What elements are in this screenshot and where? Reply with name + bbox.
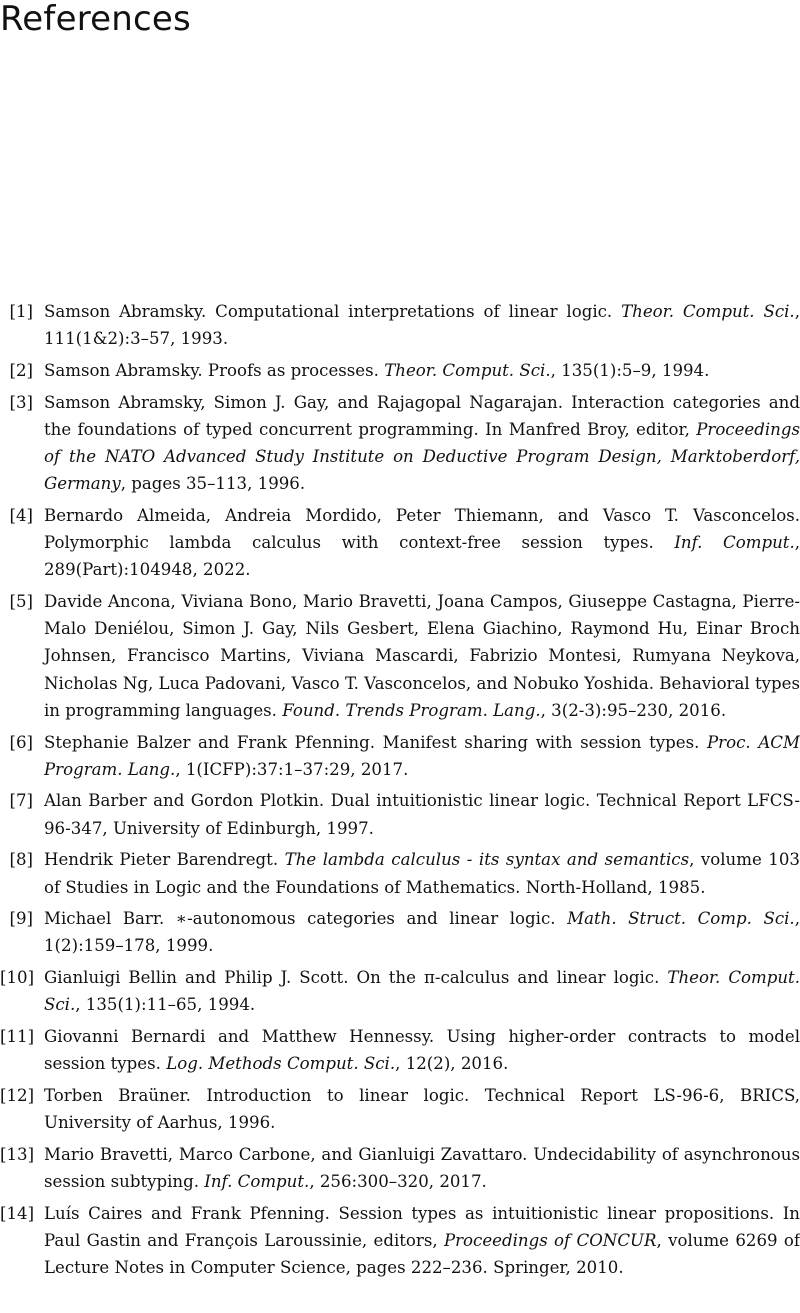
reference-item — [0, 1141, 800, 1195]
reference-venue: Proceedings of the NATO Advanced Study Institute on Deductive Program Design, Marktoberdorf, Germany — [44, 419, 800, 494]
reference-details: , 1(2):159–178, 1999. — [44, 909, 800, 956]
reference-item — [0, 588, 800, 724]
reference-venue: Proceedings of CONCUR — [443, 1231, 657, 1250]
reference-text: Torben Braüner. Introduction to linear logic. Technical Report LS-96-6, BRICS, University of Aarhus, 1996. — [44, 1085, 800, 1133]
reference-number: [11] — [0, 1027, 35, 1047]
reference-item — [0, 787, 800, 841]
reference-item — [0, 1200, 800, 1282]
reference-number: [4] — [9, 505, 33, 525]
reference-venue: Theor. Comput. Sci. — [44, 968, 800, 1015]
reference-number: [12] — [0, 1085, 35, 1105]
reference-text: Mario Bravetti, Marco Carbone, and Gianluigi Zavattaro. Undecidability of asynchronous session subtyping. — [44, 1144, 800, 1192]
reference-list — [0, 298, 800, 1286]
reference-text: Hendrik Pieter Barendregt. — [44, 850, 285, 870]
reference-item — [0, 846, 800, 900]
reference-text: Gianluigi Bellin and Philip J. Scott. On the π-calculus and linear logic. — [44, 968, 668, 988]
reference-text: Davide Ancona, Viviana Bono, Mario Bravetti, Joana Campos, Giuseppe Castagna, Pierre-Malo Deniélou, Simon J. Gay, Nils Gesbert, Elena Giachino, Raymond Hu, Einar Broch Johnsen, Francisco Martins, Viviana Mascardi, Fabrizio Montesi, Rumyana Neykova, Nicholas Ng, Luca Padovani, Vasco T. Vasconcelos, and Nobuko Yoshida. Behavioral types in programming languages. — [44, 592, 800, 720]
reference-number: [7] — [9, 791, 33, 811]
reference-text: Luís Caires and Frank Pfenning. Session types as intuitionistic linear propositions. In Paul Gastin and François Laroussinie, editors, — [44, 1203, 800, 1250]
reference-venue: Proc. ACM Program. Lang. — [44, 732, 800, 779]
reference-text: Samson Abramsky. Computational interpretations of linear logic. — [44, 302, 622, 321]
reference-text: Alan Barber and Gordon Plotkin. Dual intuitionistic linear logic. Technical Report LFCS-96-347, University of Edinburgh, 1997. — [44, 791, 800, 838]
page-title: References — [0, 0, 191, 39]
reference-number: [13] — [0, 1144, 35, 1164]
reference-number: [8] — [9, 850, 33, 870]
reference-text: Stephanie Balzer and Frank Pfenning. Manifest sharing with session types. — [44, 732, 708, 752]
reference-venue: Log. Methods Comput. Sci. — [166, 1054, 396, 1074]
reference-item — [0, 357, 800, 384]
reference-venue: Math. Struct. Comp. Sci. — [567, 909, 795, 929]
reference-item — [0, 389, 800, 498]
reference-details: , volume 103 of Studies in Logic and the Foundations of Mathematics. North-Holland, 1985. — [44, 850, 800, 897]
reference-item — [0, 964, 800, 1018]
reference-venue: Theor. Comput. Sci. — [384, 360, 551, 380]
reference-venue: Theor. Comput. Sci. — [621, 302, 795, 321]
reference-details: , volume 6269 of Lecture Notes in Computer Science, pages 222–236. Springer, 2010. — [44, 1231, 800, 1278]
reference-text: Michael Barr. ∗-autonomous categories and linear logic. — [44, 909, 568, 929]
reference-number: [2] — [9, 360, 33, 380]
reference-item — [0, 905, 800, 959]
reference-item — [0, 298, 800, 352]
reference-item — [0, 1023, 800, 1077]
reference-text: Giovanni Bernardi and Matthew Hennessy. Using higher-order contracts to model session types. — [44, 1027, 800, 1074]
reference-number: [5] — [9, 592, 33, 612]
reference-details: , 12(2), 2016. — [395, 1054, 509, 1074]
reference-venue: Found. Trends Program. Lang. — [282, 700, 541, 720]
reference-venue: Inf. Comput. — [204, 1172, 310, 1192]
reference-details: , 111(1&2):3–57, 1993. — [44, 302, 800, 349]
reference-text: Samson Abramsky, Simon J. Gay, and Rajagopal Nagarajan. Interaction categories and the foundations of typed concurrent programming. In Manfred Broy, editor, — [44, 392, 800, 439]
reference-details: , 135(1):5–9, 1994. — [550, 360, 710, 380]
reference-details: , pages 35–113, 1996. — [120, 474, 306, 494]
reference-details: , 1(ICFP):37:1–37:29, 2017. — [175, 759, 409, 779]
reference-number: [14] — [0, 1203, 35, 1223]
reference-details: , 289(Part):104948, 2022. — [44, 533, 800, 580]
reference-details: , 3(2-3):95–230, 2016. — [540, 700, 727, 720]
reference-text: Samson Abramsky. Proofs as processes. — [44, 360, 385, 380]
reference-number: [3] — [9, 392, 33, 412]
reference-item — [0, 502, 800, 584]
reference-details: , 135(1):11–65, 1994. — [75, 995, 256, 1015]
reference-venue: Inf. Comput. — [674, 533, 795, 553]
reference-text: Bernardo Almeida, Andreia Mordido, Peter Thiemann, and Vasco T. Vasconcelos. Polymorphic lambda calculus with context-free session types. — [44, 505, 800, 553]
reference-number: [6] — [9, 732, 33, 752]
reference-number: [1] — [9, 302, 33, 321]
reference-number: [9] — [9, 909, 33, 929]
reference-item — [0, 729, 800, 783]
reference-venue: The lambda calculus - its syntax and semantics — [284, 850, 690, 870]
reference-details: , 256:300–320, 2017. — [309, 1172, 487, 1192]
reference-item — [0, 1082, 800, 1136]
reference-number: [10] — [0, 968, 35, 988]
